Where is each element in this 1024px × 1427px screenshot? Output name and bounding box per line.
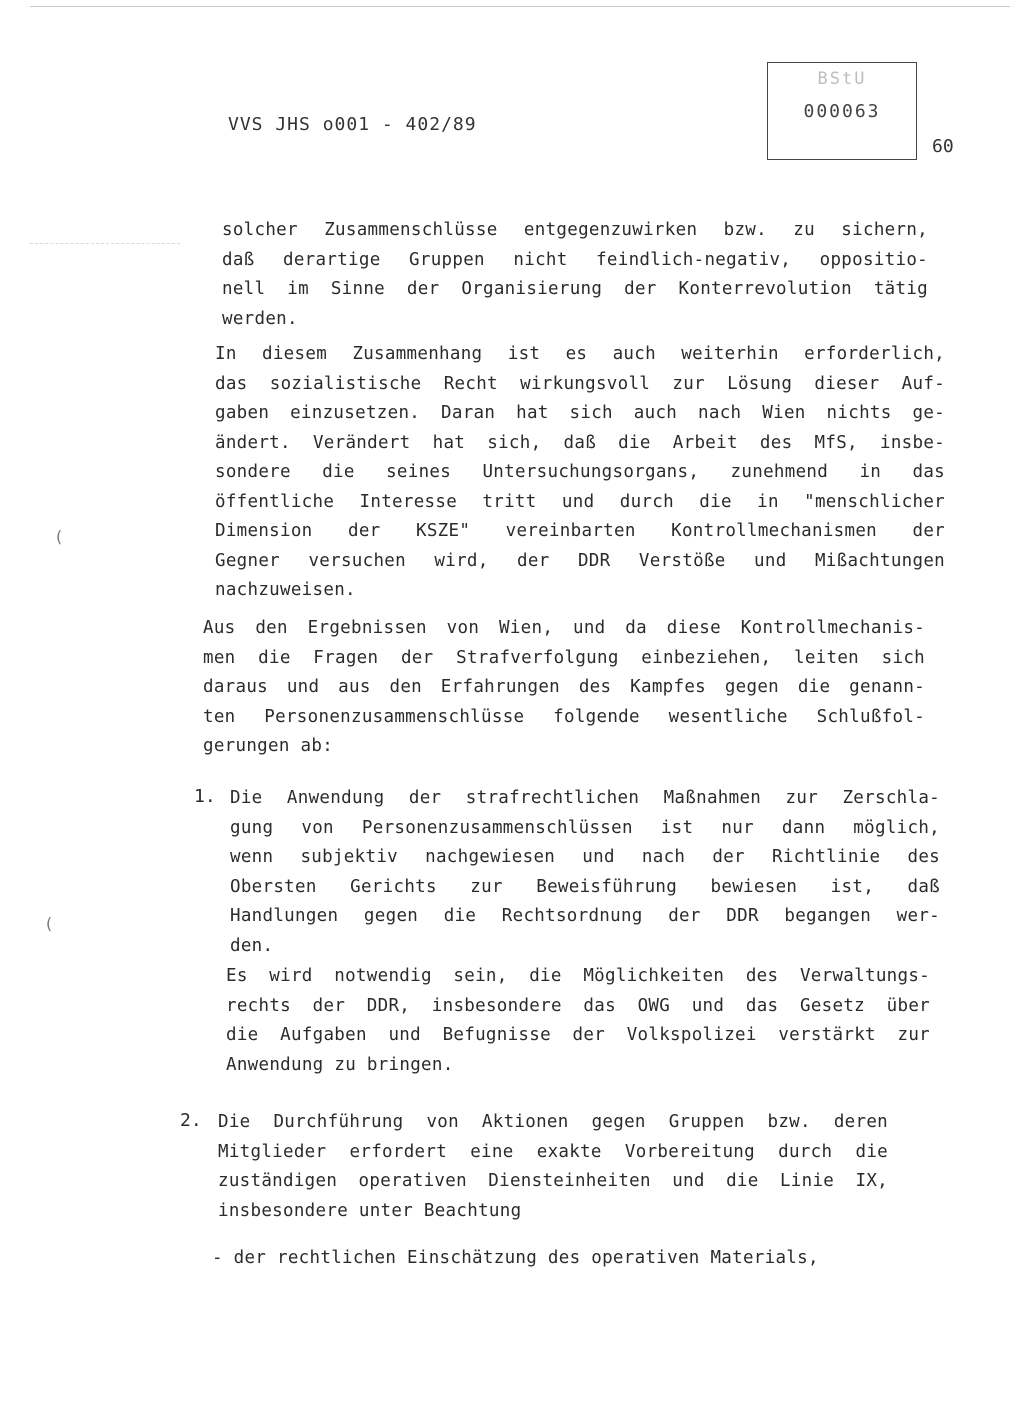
text-line: ändert. Verändert hat sich, daß die Arbeit des MfS, insbe- xyxy=(215,432,945,453)
text-line: - der rechtlichen Einschätzung des operativen Materials, xyxy=(212,1248,819,1268)
text-line: sondere die seines Untersuchungsorgans, zunehmend in das xyxy=(215,462,945,482)
top-edge-rule xyxy=(30,6,1010,7)
text-line: ten Personenzusammenschlüsse folgende wesentliche Schlußfol- xyxy=(203,706,925,727)
text-line: das sozialistische Recht wirkungsvoll zur Lösung dieser Auf- xyxy=(215,373,945,394)
list-item-2-text xyxy=(218,1108,888,1226)
text-line: Die Anwendung der strafrechtlichen Maßnahmen zur Zerschla- xyxy=(230,788,940,808)
text-line: men die Fragen der Strafverfolgung einbeziehen, leiten sich xyxy=(203,647,925,668)
text-line: gung von Personenzusammenschlüssen ist nur dann möglich, xyxy=(230,817,940,838)
text-line: Mitglieder erfordert eine exakte Vorbereitung durch die xyxy=(218,1141,888,1162)
text-line: solcher Zusammenschlüsse entgegenzuwirken bzw. zu sichern, xyxy=(222,220,928,240)
text-line: daraus und aus den Erfahrungen des Kampfes gegen die genann- xyxy=(203,677,925,697)
margin-mark: ( xyxy=(44,914,54,933)
text-line: nachzuweisen. xyxy=(215,580,356,600)
text-line: Es wird notwendig sein, die Möglichkeiten des Verwaltungs- xyxy=(226,966,930,986)
document-reference: VVS JHS o001 - 402/89 xyxy=(228,114,477,135)
margin-mark: ( xyxy=(54,527,64,546)
text-line: öffentliche Interesse tritt und durch die in "menschlicher xyxy=(215,491,945,512)
text-line: Dimension der KSZE" vereinbarten Kontrollmechanismen der xyxy=(215,521,945,541)
margin-rule xyxy=(30,243,180,244)
page-number: 60 xyxy=(932,136,954,157)
text-line: Aus den Ergebnissen von Wien, und da diese Kontrollmechanis- xyxy=(203,618,925,638)
text-line: zuständigen operativen Diensteinheiten und die Linie IX, xyxy=(218,1171,888,1191)
text-line: nell im Sinne der Organisierung der Konterrevolution tätig xyxy=(222,279,928,299)
paragraph-2 xyxy=(215,340,945,606)
text-line: Gegner versuchen wird, der DDR Verstöße und Mißachtungen xyxy=(215,550,945,571)
text-line: In diesem Zusammenhang ist es auch weiterhin erforderlich, xyxy=(215,344,945,364)
text-line: werden. xyxy=(222,308,298,329)
paragraph-1 xyxy=(222,216,928,334)
dash-list-item xyxy=(212,1244,902,1274)
text-line: Handlungen gegen die Rechtsordnung der DDR begangen wer- xyxy=(230,906,940,926)
list-item-1-text xyxy=(230,784,940,961)
text-line: Obersten Gerichts zur Beweisführung bewiesen ist, daß xyxy=(230,876,940,897)
text-line: wenn subjektiv nachgewiesen und nach der Richtlinie des xyxy=(230,847,940,867)
text-line: daß derartige Gruppen nicht feindlich-negativ, oppositio- xyxy=(222,249,928,270)
text-line: Die Durchführung von Aktionen gegen Gruppen bzw. deren xyxy=(218,1112,888,1132)
text-line: gerungen ab: xyxy=(203,736,334,756)
list-item-number: 2. xyxy=(180,1110,202,1131)
paragraph-3 xyxy=(203,614,925,762)
text-line: gaben einzusetzen. Daran hat sich auch nach Wien nichts ge- xyxy=(215,403,945,423)
list-item-1-continuation xyxy=(226,962,930,1080)
text-line: die Aufgaben und Befugnisse der Volkspolizei verstärkt zur xyxy=(226,1025,930,1045)
list-item-number: 1. xyxy=(194,786,216,807)
archive-stamp xyxy=(767,62,917,160)
text-line: rechts der DDR, insbesondere das OWG und das Gesetz über xyxy=(226,995,930,1016)
text-line: insbesondere unter Beachtung xyxy=(218,1200,522,1221)
stamp-organization: BStU xyxy=(817,69,867,89)
stamp-number: 000063 xyxy=(803,101,881,122)
text-line: den. xyxy=(230,935,274,956)
text-line: Anwendung zu bringen. xyxy=(226,1054,454,1075)
